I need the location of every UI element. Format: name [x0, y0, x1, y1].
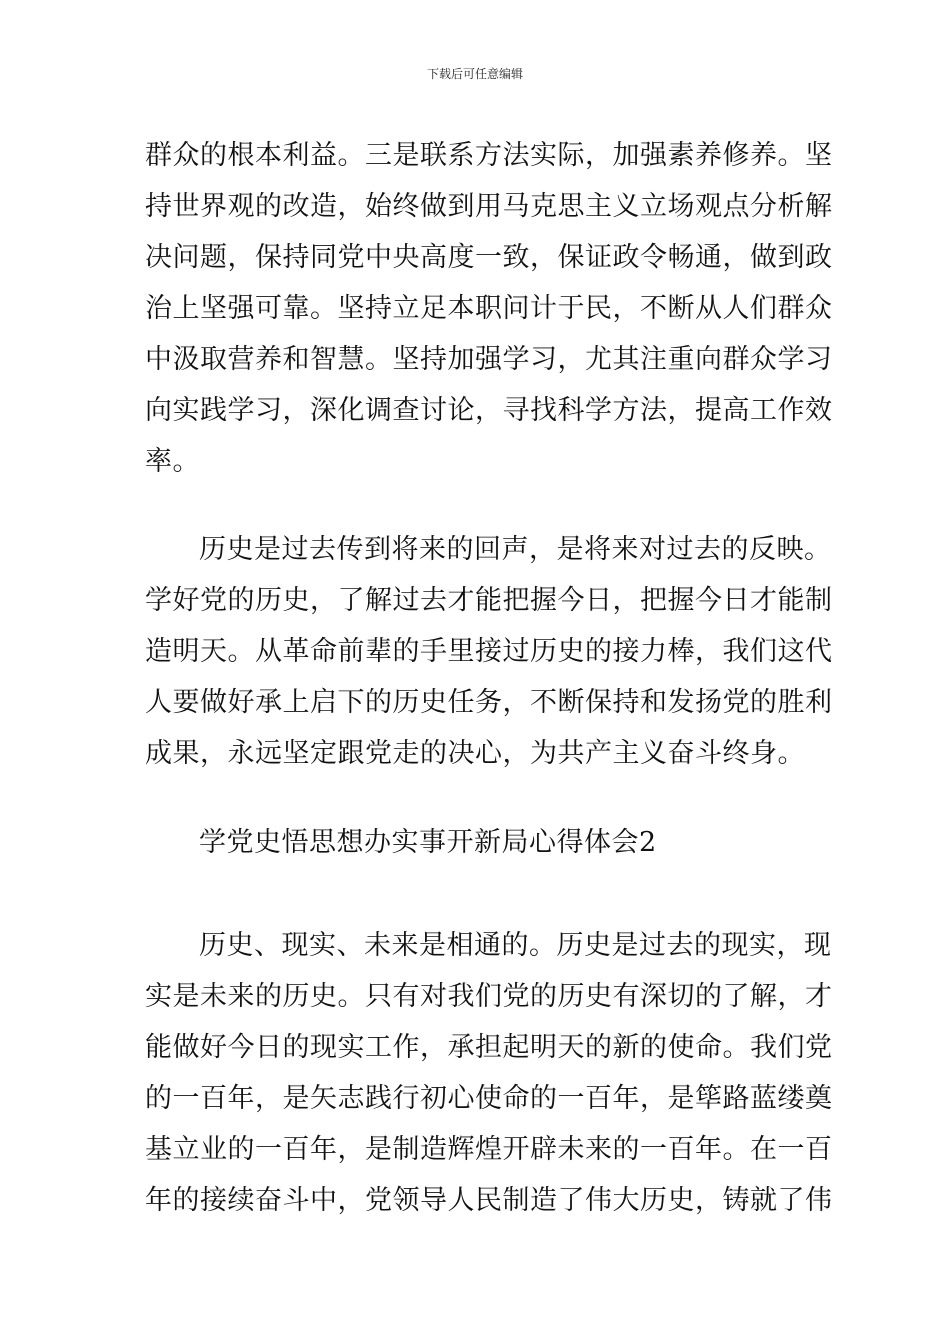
paragraph-line: 成果，永远坚定跟党走的决心，为共产主义奋斗终身。: [145, 738, 805, 769]
paragraph-line: 人要做好承上启下的历史任务，不断保持和发扬党的胜利: [145, 687, 833, 718]
paragraph-line: 治上坚强可靠。坚持立足本职问计于民，不断从人们群众: [145, 293, 833, 324]
paragraph-line: 造明天。从革命前辈的手里接过历史的接力棒，我们这代: [145, 636, 833, 667]
section-title: 学党史悟思想办实事开新局心得体会2: [199, 827, 657, 858]
paragraph-line: 群众的根本利益。三是联系方法实际，加强素养修养。坚: [145, 140, 833, 171]
paragraph-line: 历史、现实、未来是相通的。历史是过去的现实，现: [199, 930, 832, 961]
section-heading: [145, 817, 811, 868]
paragraph-line: 的一百年，是矢志践行初心使命的一百年，是筚路蓝缕奠: [145, 1083, 833, 1114]
header-note: 下载后可任意编辑: [426, 67, 523, 81]
paragraph-line: 中汲取营养和智慧。坚持加强学习，尤其注重向群众学习: [145, 344, 833, 375]
paragraph-1: [145, 130, 833, 487]
paragraph-line: 向实践学习，深化调查讨论，寻找科学方法，提高工作效: [145, 395, 833, 426]
paragraph-2: [145, 524, 833, 779]
paragraph-line: 持世界观的改造，始终做到用马克思主义立场观点分析解: [145, 191, 833, 222]
paragraph-line: 基立业的一百年，是制造辉煌开辟未来的一百年。在一百: [145, 1134, 833, 1165]
paragraph-line: 决问题，保持同党中央高度一致，保证政令畅通，做到政: [145, 242, 833, 273]
paragraph-3: [145, 920, 833, 1226]
paragraph-line: 历史是过去传到将来的回声，是将来对过去的反映。: [199, 534, 832, 565]
paragraph-line: 能做好今日的现实工作，承担起明天的新的使命。我们党: [145, 1032, 833, 1063]
paragraph-line: 年的接续奋斗中，党领导人民制造了伟大历史，铸就了伟: [145, 1185, 833, 1216]
paragraph-line: 学好党的历史，了解过去才能把握今日，把握今日才能制: [145, 585, 833, 616]
paragraph-line: 实是未来的历史。只有对我们党的历史有深切的了解，才: [145, 981, 833, 1012]
paragraph-line: 率。: [145, 446, 200, 477]
